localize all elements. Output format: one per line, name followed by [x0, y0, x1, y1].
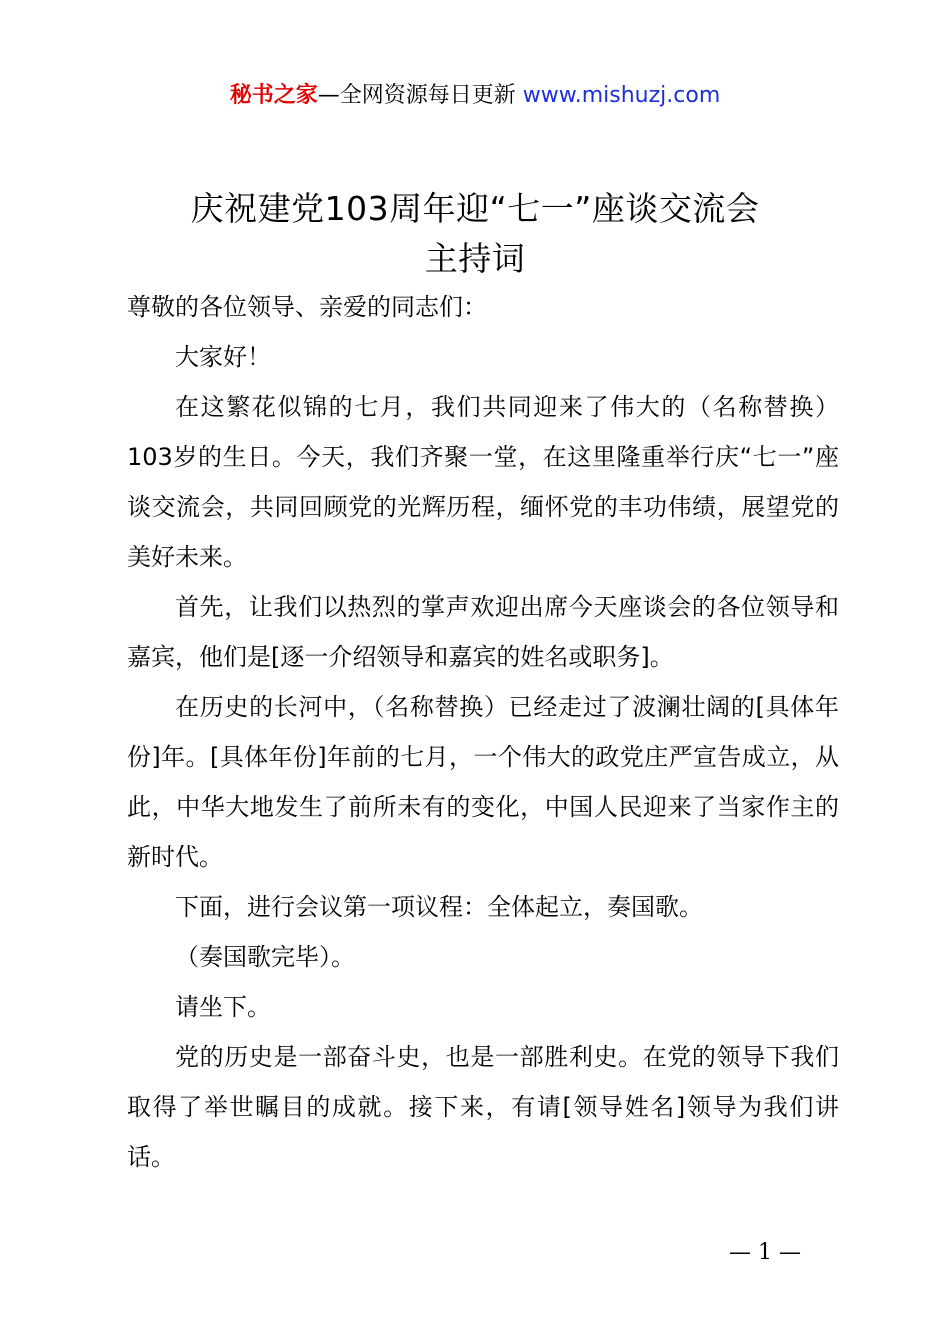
paragraph-opening: 在这繁花似锦的七月，我们共同迎来了伟大的（名称替换）103岁的生日。今天，我们齐聚一堂，在这里隆重举行庆“七一”座谈交流会，共同回顾党的光辉历程，缅怀党的丰功伟绩，展望党的美好未来。	[127, 393, 839, 571]
document-body	[127, 282, 839, 1182]
site-brand: 秘书之家	[229, 83, 318, 108]
site-tagline: —全网资源每日更新	[317, 83, 523, 108]
site-url-link[interactable]: www.mishuzj.com	[522, 83, 721, 108]
salutation: 尊敬的各位领导、亲爱的同志们：	[127, 293, 487, 321]
document-title-line-2: 主持词	[424, 239, 526, 278]
site-header	[0, 82, 950, 110]
paragraph-leader-speech: 党的历史是一部奋斗史，也是一部胜利史。在党的领导下我们取得了举世瞩目的成就。接下来，有请[领导姓名]领导为我们讲话。	[127, 1043, 839, 1171]
paragraph-welcome-guests: 首先，让我们以热烈的掌声欢迎出席今天座谈会的各位领导和嘉宾，他们是[逐一介绍领导和嘉宾的姓名或职务]。	[127, 593, 839, 671]
paragraph-anthem-finished: （奏国歌完毕）。	[175, 943, 355, 971]
paragraph-agenda-anthem: 下面，进行会议第一项议程：全体起立，奏国歌。	[175, 893, 703, 921]
document-title-line-1: 庆祝建党103周年迎“七一”座谈交流会	[190, 189, 760, 228]
page-number: — 1 —	[729, 1240, 801, 1265]
paragraph-please-sit: 请坐下。	[175, 993, 271, 1021]
paragraph-greeting: 大家好！	[175, 343, 271, 371]
paragraph-history: 在历史的长河中，（名称替换）已经走过了波澜壮阔的[具体年份]年。[具体年份]年前的七月，一个伟大的政党庄严宣告成立，从此，中华大地发生了前所未有的变化，中国人民迎来了当家作主的新时代。	[127, 693, 839, 871]
document-title	[60, 184, 890, 284]
